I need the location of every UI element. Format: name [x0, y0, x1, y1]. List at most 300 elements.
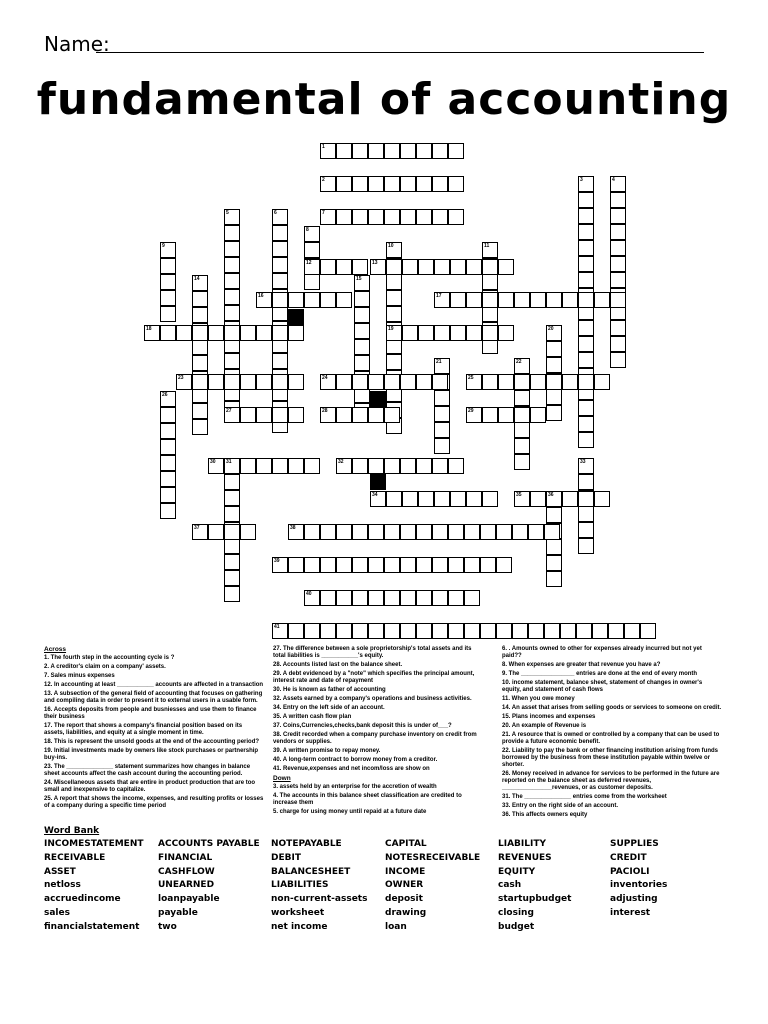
crossword-cell[interactable] — [434, 325, 450, 341]
crossword-cell[interactable] — [384, 458, 400, 474]
crossword-cell[interactable] — [512, 623, 528, 639]
crossword-cell[interactable] — [528, 623, 544, 639]
crossword-cell[interactable] — [384, 143, 400, 159]
crossword-cell[interactable] — [448, 209, 464, 225]
crossword-cell[interactable] — [192, 403, 208, 419]
clue-number-label: 15 — [356, 276, 362, 282]
crossword-cell[interactable] — [544, 524, 560, 540]
crossword-cell[interactable] — [354, 355, 370, 371]
crossword-cell[interactable] — [578, 474, 594, 490]
crossword-cell[interactable] — [434, 259, 450, 275]
crossword-cell[interactable] — [432, 176, 448, 192]
crossword-cell[interactable] — [336, 143, 352, 159]
crossword-cell[interactable] — [432, 209, 448, 225]
crossword-cell[interactable] — [336, 524, 352, 540]
crossword-cell[interactable] — [400, 458, 416, 474]
crossword-cell[interactable] — [160, 487, 176, 503]
crossword-cell[interactable] — [480, 524, 496, 540]
crossword-cell[interactable] — [578, 352, 594, 368]
crossword-cell[interactable] — [482, 407, 498, 423]
crossword-cell[interactable] — [402, 325, 418, 341]
crossword-cell[interactable] — [368, 623, 384, 639]
crossword-cell[interactable] — [578, 538, 594, 554]
crossword-cell[interactable] — [400, 176, 416, 192]
crossword-cell[interactable] — [368, 590, 384, 606]
crossword-cell[interactable] — [416, 374, 432, 390]
crossword-cell[interactable] — [256, 458, 272, 474]
crossword-cell[interactable] — [496, 623, 512, 639]
crossword-cell[interactable] — [418, 259, 434, 275]
crossword-cell[interactable] — [432, 524, 448, 540]
word-bank-word: startupbudget — [498, 894, 572, 905]
crossword-cell[interactable] — [192, 307, 208, 323]
word-bank-column — [498, 838, 571, 935]
crossword-cell[interactable] — [530, 491, 546, 507]
crossword-cell[interactable] — [482, 374, 498, 390]
crossword-cell[interactable] — [304, 623, 320, 639]
crossword-cell[interactable] — [610, 352, 626, 368]
crossword-cell[interactable] — [448, 557, 464, 573]
crossword-cell[interactable] — [400, 590, 416, 606]
crossword-cell[interactable] — [416, 209, 432, 225]
crossword-cell[interactable] — [386, 491, 402, 507]
crossword-cell[interactable] — [578, 336, 594, 352]
crossword-cell[interactable] — [272, 241, 288, 257]
crossword-cell[interactable] — [432, 557, 448, 573]
crossword-cell[interactable] — [578, 240, 594, 256]
crossword-cell[interactable] — [434, 406, 450, 422]
crossword-cell[interactable] — [418, 491, 434, 507]
crossword-cell[interactable] — [256, 374, 272, 390]
crossword-cell[interactable] — [560, 623, 576, 639]
crossword-cell[interactable] — [240, 458, 256, 474]
crossword-cell[interactable] — [400, 209, 416, 225]
crossword-cell[interactable] — [240, 524, 256, 540]
crossword-cell[interactable] — [384, 374, 400, 390]
crossword-cell[interactable] — [192, 291, 208, 307]
crossword-cell[interactable] — [610, 240, 626, 256]
crossword-cell[interactable] — [386, 354, 402, 370]
crossword-cell[interactable] — [546, 292, 562, 308]
crossword-cell[interactable] — [160, 306, 176, 322]
crossword-cell[interactable] — [514, 374, 530, 390]
crossword-cell[interactable] — [610, 208, 626, 224]
crossword-cell[interactable] — [610, 320, 626, 336]
crossword-cell[interactable] — [416, 623, 432, 639]
crossword-cell[interactable] — [610, 272, 626, 288]
crossword-cell[interactable] — [354, 307, 370, 323]
crossword-cell[interactable] — [160, 471, 176, 487]
crossword-cell[interactable] — [208, 325, 224, 341]
crossword-cell[interactable] — [448, 590, 464, 606]
crossword-cell[interactable] — [224, 305, 240, 321]
crossword-cell[interactable] — [160, 455, 176, 471]
crossword-cell[interactable] — [400, 143, 416, 159]
crossword-cell[interactable] — [352, 143, 368, 159]
crossword-cell[interactable] — [256, 325, 272, 341]
crossword-cell[interactable] — [192, 339, 208, 355]
crossword-cell[interactable] — [514, 422, 530, 438]
crossword-cell[interactable] — [416, 143, 432, 159]
crossword-cell[interactable] — [224, 289, 240, 305]
crossword-cell[interactable] — [418, 325, 434, 341]
crossword-cell[interactable] — [386, 290, 402, 306]
crossword-cell[interactable] — [498, 325, 514, 341]
crossword-cell[interactable] — [320, 557, 336, 573]
crossword-cell[interactable] — [336, 407, 352, 423]
crossword-cell[interactable] — [272, 292, 288, 308]
crossword-cell[interactable] — [320, 259, 336, 275]
crossword-cell[interactable] — [530, 374, 546, 390]
crossword-cell[interactable] — [304, 292, 320, 308]
crossword-cell[interactable] — [240, 374, 256, 390]
crossword-cell[interactable] — [450, 259, 466, 275]
crossword-cell[interactable] — [432, 590, 448, 606]
crossword-cell[interactable] — [160, 290, 176, 306]
crossword-cell[interactable] — [578, 506, 594, 522]
crossword-cell[interactable] — [336, 623, 352, 639]
crossword-cell[interactable] — [384, 209, 400, 225]
crossword-cell[interactable] — [224, 225, 240, 241]
crossword-cell[interactable] — [514, 292, 530, 308]
crossword-cell[interactable] — [240, 325, 256, 341]
crossword-cell[interactable] — [402, 259, 418, 275]
crossword-cell[interactable] — [272, 273, 288, 289]
crossword-cell[interactable] — [336, 590, 352, 606]
crossword-cell[interactable] — [594, 491, 610, 507]
word-bank-word: financialstatement — [44, 921, 140, 932]
crossword-cell[interactable] — [384, 557, 400, 573]
crossword-cell[interactable] — [386, 306, 402, 322]
crossword-cell[interactable] — [464, 623, 480, 639]
crossword-cell[interactable] — [434, 390, 450, 406]
crossword-cell[interactable] — [578, 320, 594, 336]
crossword-cell[interactable] — [482, 325, 498, 341]
crossword-cell[interactable] — [624, 623, 640, 639]
crossword-cell[interactable] — [578, 491, 594, 507]
crossword-cell[interactable] — [610, 336, 626, 352]
crossword-cell[interactable] — [496, 524, 512, 540]
crossword-cell[interactable] — [224, 506, 240, 522]
crossword-cell[interactable] — [160, 439, 176, 455]
crossword-cell[interactable] — [272, 458, 288, 474]
crossword-cell[interactable] — [416, 524, 432, 540]
crossword-cell[interactable] — [514, 407, 530, 423]
crossword-cell[interactable] — [448, 143, 464, 159]
crossword-cell[interactable] — [386, 259, 402, 275]
crossword-cell[interactable] — [160, 274, 176, 290]
crossword-cell[interactable] — [514, 390, 530, 406]
crossword-cell[interactable] — [512, 524, 528, 540]
crossword-cell[interactable] — [448, 458, 464, 474]
crossword-cell[interactable] — [610, 256, 626, 272]
across-heading: Across — [44, 646, 67, 653]
crossword-cell[interactable] — [546, 405, 562, 421]
crossword-cell[interactable] — [464, 557, 480, 573]
crossword-cell[interactable] — [288, 407, 304, 423]
crossword-cell[interactable] — [208, 524, 224, 540]
crossword-cell[interactable] — [272, 374, 288, 390]
crossword-cell[interactable] — [562, 491, 578, 507]
crossword-cell[interactable] — [384, 623, 400, 639]
crossword-cell[interactable] — [224, 353, 240, 369]
crossword-cell[interactable] — [352, 623, 368, 639]
crossword-cell[interactable] — [160, 503, 176, 519]
crossword-cell[interactable] — [482, 306, 498, 322]
across-clue: 40. A long-term contract to borrow money from a creditor. — [273, 757, 438, 763]
crossword-cell[interactable] — [482, 491, 498, 507]
crossword-cell[interactable] — [450, 491, 466, 507]
crossword-cell[interactable] — [192, 419, 208, 435]
across-clue: 16. Accepts deposits from people and busniesses and use them to finance their business — [44, 707, 257, 720]
crossword-cell[interactable] — [466, 292, 482, 308]
crossword-cell[interactable] — [224, 554, 240, 570]
crossword-cell[interactable] — [352, 590, 368, 606]
crossword-cell[interactable] — [514, 454, 530, 470]
crossword-cell[interactable] — [416, 176, 432, 192]
crossword-cell[interactable] — [304, 524, 320, 540]
crossword-cell[interactable] — [368, 524, 384, 540]
crossword-cell[interactable] — [466, 325, 482, 341]
crossword-cell[interactable] — [562, 374, 578, 390]
crossword-cell[interactable] — [578, 208, 594, 224]
crossword-cell[interactable] — [272, 353, 288, 369]
crossword-cell[interactable] — [546, 555, 562, 571]
crossword-cell[interactable] — [336, 209, 352, 225]
crossword-cell[interactable] — [336, 374, 352, 390]
crossword-cell[interactable] — [448, 524, 464, 540]
crossword-cell[interactable] — [160, 325, 176, 341]
crossword-cell[interactable] — [400, 374, 416, 390]
crossword-cell[interactable] — [530, 407, 546, 423]
crossword-cell[interactable] — [546, 389, 562, 405]
crossword-cell[interactable] — [352, 209, 368, 225]
crossword-cell[interactable] — [464, 590, 480, 606]
crossword-cell[interactable] — [176, 325, 192, 341]
crossword-cell[interactable] — [336, 292, 352, 308]
crossword-cell[interactable] — [610, 292, 626, 308]
crossword-cell[interactable] — [304, 274, 320, 290]
crossword-cell[interactable] — [336, 176, 352, 192]
crossword-cell[interactable] — [304, 557, 320, 573]
crossword-cell[interactable] — [320, 590, 336, 606]
crossword-cell[interactable] — [224, 524, 240, 540]
word-bank-word: adjusting — [610, 894, 658, 905]
crossword-cell[interactable] — [466, 259, 482, 275]
crossword-cell[interactable] — [354, 323, 370, 339]
crossword-cell[interactable] — [272, 407, 288, 423]
crossword-cell[interactable] — [578, 256, 594, 272]
crossword-cell[interactable] — [450, 325, 466, 341]
crossword-cell[interactable] — [546, 357, 562, 373]
crossword-cell[interactable] — [594, 292, 610, 308]
crossword-cell[interactable] — [352, 557, 368, 573]
crossword-cell[interactable] — [320, 524, 336, 540]
crossword-cell[interactable] — [576, 623, 592, 639]
crossword-cell[interactable] — [448, 176, 464, 192]
crossword-cell[interactable] — [384, 524, 400, 540]
crossword-cell[interactable] — [304, 458, 320, 474]
crossword-cell[interactable] — [368, 143, 384, 159]
word-bank-word: NOTESRECEIVABLE — [385, 852, 481, 863]
crossword-cell[interactable] — [288, 623, 304, 639]
crossword-cell[interactable] — [224, 538, 240, 554]
crossword-cell[interactable] — [578, 416, 594, 432]
crossword-cell[interactable] — [578, 400, 594, 416]
crossword-cell[interactable] — [368, 458, 384, 474]
word-bank-word: INCOME — [385, 866, 426, 877]
crossword-cell[interactable] — [562, 292, 578, 308]
word-bank-word: LIABILITIES — [271, 880, 329, 891]
crossword-cell[interactable] — [368, 407, 384, 423]
crossword-cell[interactable] — [498, 407, 514, 423]
crossword-cell[interactable] — [434, 438, 450, 454]
crossword-cell[interactable] — [432, 374, 448, 390]
crossword-cell[interactable] — [498, 259, 514, 275]
crossword-cell[interactable] — [546, 374, 562, 390]
word-bank-word: CREDIT — [610, 852, 647, 863]
crossword-cell[interactable] — [224, 490, 240, 506]
crossword-cell[interactable] — [224, 570, 240, 586]
crossword-cell[interactable] — [288, 458, 304, 474]
crossword-cell[interactable] — [272, 257, 288, 273]
crossword-cell[interactable] — [384, 176, 400, 192]
crossword-cell[interactable] — [384, 590, 400, 606]
crossword-cell[interactable] — [352, 374, 368, 390]
crossword-cell[interactable] — [368, 557, 384, 573]
crossword-cell[interactable] — [608, 623, 624, 639]
crossword-cell[interactable] — [352, 458, 368, 474]
crossword-cell[interactable] — [578, 374, 594, 390]
crossword-cell[interactable] — [272, 225, 288, 241]
crossword-cell[interactable] — [432, 458, 448, 474]
crossword-cell[interactable] — [594, 374, 610, 390]
crossword-cell[interactable] — [432, 623, 448, 639]
crossword-cell[interactable] — [160, 423, 176, 439]
clue-number-label: 3 — [580, 177, 583, 183]
crossword-cell[interactable] — [368, 209, 384, 225]
crossword-cell[interactable] — [610, 192, 626, 208]
crossword-cell[interactable] — [578, 292, 594, 308]
crossword-cell[interactable] — [402, 491, 418, 507]
crossword-cell[interactable] — [544, 623, 560, 639]
crossword-cell[interactable] — [496, 557, 512, 573]
crossword-cell[interactable] — [224, 241, 240, 257]
crossword-cell[interactable] — [640, 623, 656, 639]
crossword-cell[interactable] — [592, 623, 608, 639]
crossword-cell[interactable] — [384, 407, 400, 423]
crossword-cell[interactable] — [416, 590, 432, 606]
crossword-cell[interactable] — [336, 557, 352, 573]
crossword-cell[interactable] — [354, 339, 370, 355]
crossword-cell[interactable] — [288, 292, 304, 308]
crossword-cell[interactable] — [400, 557, 416, 573]
crossword-cell[interactable] — [432, 143, 448, 159]
crossword-cell[interactable] — [288, 325, 304, 341]
crossword-cell[interactable] — [480, 557, 496, 573]
clue-number-label: 32 — [338, 459, 344, 465]
crossword-cell[interactable] — [224, 474, 240, 490]
crossword-cell[interactable] — [400, 524, 416, 540]
word-bank-word: FINANCIAL — [158, 852, 213, 863]
crossword-cell[interactable] — [528, 524, 544, 540]
crossword-cell[interactable] — [450, 292, 466, 308]
crossword-cell[interactable] — [546, 341, 562, 357]
crossword-cell[interactable] — [224, 257, 240, 273]
crossword-cell[interactable] — [578, 522, 594, 538]
crossword-cell[interactable] — [416, 557, 432, 573]
crossword-cell[interactable] — [578, 224, 594, 240]
crossword-cell[interactable] — [578, 192, 594, 208]
crossword-cell[interactable] — [434, 422, 450, 438]
crossword-cell[interactable] — [160, 258, 176, 274]
crossword-cell[interactable] — [546, 507, 562, 523]
crossword-cell[interactable] — [288, 557, 304, 573]
crossword-cell[interactable] — [498, 374, 514, 390]
crossword-cell[interactable] — [434, 491, 450, 507]
crossword-cell[interactable] — [320, 292, 336, 308]
crossword-cell[interactable] — [352, 524, 368, 540]
crossword-cell[interactable] — [546, 571, 562, 587]
crossword-cell[interactable] — [482, 274, 498, 290]
crossword-cell[interactable] — [464, 524, 480, 540]
crossword-cell[interactable] — [192, 325, 208, 341]
crossword-cell[interactable] — [224, 325, 240, 341]
crossword-cell[interactable] — [610, 224, 626, 240]
crossword-cell[interactable] — [352, 407, 368, 423]
crossword-black-cell — [370, 391, 386, 407]
crossword-cell[interactable] — [578, 272, 594, 288]
crossword-cell[interactable] — [256, 407, 272, 423]
crossword-cell[interactable] — [368, 176, 384, 192]
crossword-cell[interactable] — [352, 176, 368, 192]
crossword-cell[interactable] — [224, 586, 240, 602]
crossword-cell[interactable] — [224, 374, 240, 390]
crossword-cell[interactable] — [386, 274, 402, 290]
crossword-cell[interactable] — [336, 259, 352, 275]
crossword-cell[interactable] — [578, 432, 594, 448]
clue-number-label: 37 — [194, 525, 200, 531]
word-bank-word: CAPITAL — [385, 839, 427, 849]
crossword-cell[interactable] — [272, 325, 288, 341]
crossword-cell[interactable] — [192, 355, 208, 371]
crossword-cell[interactable] — [498, 292, 514, 308]
crossword-cell[interactable] — [514, 438, 530, 454]
crossword-cell[interactable] — [224, 273, 240, 289]
crossword-cell[interactable] — [352, 259, 368, 275]
word-bank-word: CASHFLOW — [158, 866, 215, 877]
word-bank-heading: Word Bank — [44, 826, 100, 836]
crossword-cell[interactable] — [160, 407, 176, 423]
crossword-cell[interactable] — [480, 623, 496, 639]
crossword-cell[interactable] — [400, 623, 416, 639]
crossword-cell[interactable] — [448, 623, 464, 639]
crossword-cell[interactable] — [546, 539, 562, 555]
crossword-cell[interactable] — [288, 374, 304, 390]
crossword-cell[interactable] — [304, 242, 320, 258]
crossword-cell[interactable] — [530, 292, 546, 308]
crossword-cell[interactable] — [482, 259, 498, 275]
crossword-cell[interactable] — [368, 374, 384, 390]
crossword-cell[interactable] — [466, 491, 482, 507]
crossword-cell[interactable] — [240, 407, 256, 423]
crossword-cell[interactable] — [192, 374, 208, 390]
crossword-cell[interactable] — [482, 292, 498, 308]
crossword-cell[interactable] — [320, 623, 336, 639]
crossword-cell[interactable] — [354, 291, 370, 307]
crossword-cell[interactable] — [208, 374, 224, 390]
crossword-cell[interactable] — [416, 458, 432, 474]
